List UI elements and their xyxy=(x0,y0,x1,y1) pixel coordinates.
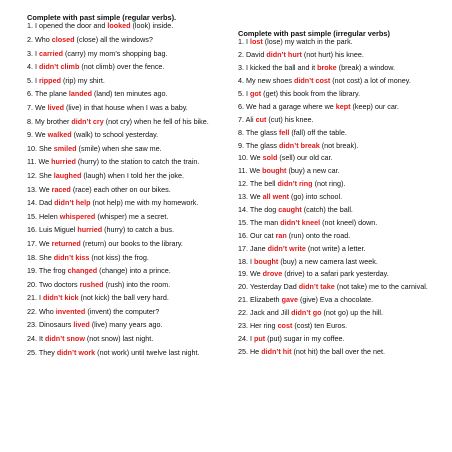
answer-text: carried xyxy=(39,48,63,58)
sentence-text: (not cost) a lot of money. xyxy=(330,76,411,86)
exercise-item xyxy=(238,167,433,176)
answer-text: lost xyxy=(250,37,263,47)
sentence-text: 16. Luis Miguel xyxy=(27,225,78,235)
exercise-item xyxy=(27,158,223,167)
exercise-item xyxy=(238,77,433,86)
sentence-text: 1. I xyxy=(238,37,250,47)
answer-text: drove xyxy=(262,269,283,279)
sentence-text: (live) many years ago. xyxy=(89,320,163,330)
sentence-text: 13. We xyxy=(238,192,263,202)
answer-text: landed xyxy=(68,89,92,99)
answer-text: lived xyxy=(73,320,90,330)
sentence-text: 23. Dinosaurs xyxy=(27,320,74,330)
sentence-text: (put) sugar in my coffee. xyxy=(265,333,345,343)
exercise-item xyxy=(238,193,433,202)
sentence-text: 9. The glass xyxy=(238,140,280,150)
sentence-text: (not kick) the ball very hard. xyxy=(78,293,169,303)
exercise-item xyxy=(27,294,223,303)
sentence-text: 21. Elizabeth xyxy=(238,295,282,305)
sentence-text: 23. Her ring xyxy=(238,321,278,330)
sentence-text: (hurry) to the station to catch the train. xyxy=(75,157,200,167)
sentence-text: 18. She xyxy=(27,252,54,262)
exercise-item xyxy=(238,270,433,279)
exercise-item xyxy=(238,206,433,215)
sentence-text: 15. The man xyxy=(238,217,281,227)
answer-text: whispered xyxy=(59,211,96,221)
exercise-item xyxy=(238,335,433,344)
sentence-text: 16. Our cat xyxy=(238,230,276,240)
exercise-item xyxy=(27,240,223,249)
sentence-text: (not kiss) the frog. xyxy=(89,252,149,262)
answer-text: hurried xyxy=(77,225,103,235)
answer-text: didn’t kiss xyxy=(53,252,90,262)
sentence-text: 25. They xyxy=(27,347,57,357)
sentence-text: (return) our books to the library. xyxy=(80,238,183,248)
sentence-text: (break) a window. xyxy=(336,63,396,73)
answer-text: closed xyxy=(51,35,75,44)
answer-text: sold xyxy=(262,153,278,163)
exercise-item xyxy=(27,199,223,208)
exercise-item xyxy=(238,309,433,318)
answer-text: cost xyxy=(277,321,293,330)
answer-text: laughed xyxy=(53,170,82,180)
sentence-text: (land) ten minutes ago. xyxy=(92,89,168,99)
answer-text: changed xyxy=(67,266,98,276)
answer-text: didn’t write xyxy=(267,243,306,253)
answer-text: didn’t take xyxy=(298,282,335,292)
exercise-list xyxy=(27,22,223,357)
answer-text: hurried xyxy=(51,157,76,167)
answer-text: didn’t help xyxy=(54,198,91,208)
sentence-text: (buy) a new car. xyxy=(286,166,340,176)
sentence-text: 12. She xyxy=(27,170,54,180)
sentence-text: 15. Helen xyxy=(27,211,60,221)
sentence-text: 2. David xyxy=(238,50,267,60)
sentence-text: (buy) a new camera last week. xyxy=(278,256,378,266)
sentence-text: 8. The glass xyxy=(238,127,280,137)
answer-text: didn’t climb xyxy=(39,62,80,72)
sentence-text: (go) into school. xyxy=(289,192,343,202)
exercise-item xyxy=(27,63,223,72)
sentence-text: (not cry) when he fell of his bike. xyxy=(103,116,209,126)
sentence-text: 4. My new shoes xyxy=(238,76,294,86)
answer-text: didn’t work xyxy=(56,347,96,357)
sentence-text: 20. Yesterday Dad xyxy=(238,282,299,292)
exercise-item xyxy=(27,213,223,222)
exercise-item xyxy=(27,145,223,154)
exercise-item xyxy=(27,77,223,86)
answer-text: lived xyxy=(47,102,65,112)
sentence-text: 19. The frog xyxy=(27,266,68,276)
sentence-text: 24. I xyxy=(238,333,254,343)
answer-text: invented xyxy=(55,306,86,316)
answer-text: didn’t break xyxy=(279,140,320,150)
answer-text: got xyxy=(250,88,262,98)
sentence-text: 25. He xyxy=(238,346,262,356)
exercise-item xyxy=(238,129,433,138)
exercise-item xyxy=(238,90,433,99)
sentence-text: 3. I kicked the ball and it xyxy=(238,63,318,73)
answer-text: didn’t hurt xyxy=(266,50,302,60)
exercise-item xyxy=(27,172,223,181)
exercise-item xyxy=(27,281,223,290)
sentence-text: 17. Jane xyxy=(238,243,268,253)
sentence-text: 22. Jack and Jill xyxy=(238,308,292,318)
exercise-item xyxy=(238,322,433,331)
exercise-item xyxy=(238,103,433,112)
sentence-text: 6. The plane xyxy=(27,89,69,99)
exercise-item xyxy=(27,254,223,263)
answer-text: put xyxy=(253,333,266,343)
answer-text: didn’t kick xyxy=(42,293,79,303)
answer-text: bought xyxy=(262,166,287,176)
exercise-item xyxy=(238,245,433,254)
sentence-text: (lose) my watch in the park. xyxy=(262,37,353,47)
sentence-text: (not hurt) his knee. xyxy=(301,50,364,60)
sentence-text: 10. She xyxy=(27,143,54,153)
sentence-text: 7. Ali xyxy=(238,114,256,124)
exercise-item xyxy=(238,232,433,241)
answer-text: ran xyxy=(275,230,287,240)
sentence-text: (keep) our car. xyxy=(350,101,399,111)
sentence-text: (hurry) to catch a bus. xyxy=(102,225,175,235)
answer-text: cut xyxy=(255,114,267,124)
sentence-text: 7. We xyxy=(27,102,48,112)
exercise-item xyxy=(238,180,433,189)
answer-text: didn’t hit xyxy=(261,346,292,356)
answer-text: caught xyxy=(278,204,302,214)
sentence-text: (smile) when she saw me. xyxy=(76,143,162,153)
sentence-text: (not write) a letter. xyxy=(305,243,366,253)
exercise-item xyxy=(238,142,433,151)
sentence-text: 12. The bell xyxy=(238,179,278,189)
sentence-text: 3. I xyxy=(27,48,39,58)
sentence-text: (give) Eva a chocolate. xyxy=(297,295,374,305)
section-heading: Complete with past simple (irregular verbs) xyxy=(238,29,390,38)
exercise-item xyxy=(238,258,433,267)
sentence-text: 1. I opened the door and xyxy=(27,21,108,31)
sentence-text: 2. Who xyxy=(27,35,52,44)
sentence-text: (not climb) over the fence. xyxy=(79,62,165,72)
sentence-text: (not ring). xyxy=(312,179,346,189)
answer-text: rushed xyxy=(79,279,104,289)
answer-text: fell xyxy=(279,127,290,137)
sentence-text: (change) into a prince. xyxy=(97,266,171,276)
sentence-text: 6. We had a garage where we xyxy=(238,101,336,111)
sentence-text: 14. Dad xyxy=(27,198,55,208)
exercise-list xyxy=(238,38,433,356)
exercise-item xyxy=(238,296,433,305)
sentence-text: 10. We xyxy=(238,153,263,163)
regular-verbs-section xyxy=(27,14,223,362)
exercise-item xyxy=(27,308,223,317)
sentence-text: (get) this book from the library. xyxy=(261,88,361,98)
sentence-text: (not snow) last night. xyxy=(84,334,154,344)
answer-text: walked xyxy=(47,130,72,140)
sentence-text: (whisper) me a secret. xyxy=(95,211,169,221)
exercise-item xyxy=(238,348,433,357)
exercise-item xyxy=(238,283,433,292)
sentence-text: (walk) to school yesterday. xyxy=(71,130,159,140)
sentence-text: (catch) the ball. xyxy=(301,204,353,214)
exercise-item xyxy=(238,154,433,163)
sentence-text: (not go) up the hill. xyxy=(321,308,384,318)
sentence-text: 19. We xyxy=(238,269,263,279)
answer-text: didn’t cost xyxy=(293,76,331,86)
exercise-item xyxy=(27,186,223,195)
sentence-text: 11. We xyxy=(27,157,52,167)
sentence-text: 5. I xyxy=(27,75,39,85)
sentence-text: (cut) his knee. xyxy=(266,114,314,124)
exercise-item xyxy=(238,116,433,125)
sentence-text: 21. I xyxy=(27,293,43,303)
exercise-item xyxy=(27,50,223,59)
sentence-text: 8. My brother xyxy=(27,116,72,126)
exercise-item xyxy=(27,36,223,45)
exercise-item xyxy=(27,321,223,330)
exercise-item xyxy=(27,90,223,99)
exercise-item xyxy=(27,349,223,358)
answer-text: gave xyxy=(281,295,298,305)
exercise-item xyxy=(27,267,223,276)
exercise-item xyxy=(238,64,433,73)
exercise-item xyxy=(238,219,433,228)
sentence-text: (not work) until twelve last night. xyxy=(95,347,200,357)
sentence-text: 11. We xyxy=(238,166,263,176)
answer-text: looked xyxy=(107,21,131,31)
exercise-item xyxy=(27,131,223,140)
sentence-text: 9. We xyxy=(27,130,48,140)
sentence-text: 4. I xyxy=(27,62,39,72)
answer-text: didn’t kneel xyxy=(280,217,321,227)
answer-text: smiled xyxy=(53,143,77,153)
sentence-text: (run) onto the road. xyxy=(286,230,351,240)
sentence-text: (race) each other on our bikes. xyxy=(70,184,171,194)
answer-text: returned xyxy=(51,238,81,248)
sentence-text: (not break). xyxy=(319,140,359,150)
answer-text: bought xyxy=(253,256,279,266)
sentence-text: 5. I xyxy=(238,88,250,98)
exercise-item xyxy=(238,51,433,60)
sentence-text: (cost) ten Euros. xyxy=(292,321,348,330)
sentence-text: 24. It xyxy=(27,334,45,344)
sentence-text: (drive) to a safari park yesterday. xyxy=(282,269,389,279)
sentence-text: (not help) me with my homework. xyxy=(90,198,199,208)
sentence-text: 22. Who xyxy=(27,306,56,316)
answer-text: raced xyxy=(51,184,71,194)
exercise-item xyxy=(238,38,433,47)
sentence-text: (sell) our old car. xyxy=(277,153,333,163)
answer-text: ripped xyxy=(39,75,61,85)
sentence-text: (not kneel) down. xyxy=(320,217,378,227)
irregular-verbs-section xyxy=(238,30,433,361)
sentence-text: (not hit) the ball over the net. xyxy=(291,346,386,356)
sentence-text: (rush) into the room. xyxy=(103,279,171,289)
sentence-text: 14. The dog xyxy=(238,204,279,214)
sentence-text: (live) in that house when I was a baby. xyxy=(64,102,188,112)
exercise-item xyxy=(27,104,223,113)
answer-text: all went xyxy=(262,192,290,202)
section-heading: Complete with past simple (regular verbs). xyxy=(27,13,177,22)
exercise-item xyxy=(27,226,223,235)
exercise-item xyxy=(27,335,223,344)
sentence-text: (not take) me to the carnival. xyxy=(334,282,428,292)
sentence-text: 17. We xyxy=(27,238,52,248)
sentence-text: (laugh) when I told her the joke. xyxy=(81,170,185,180)
sentence-text: (invent) the computer? xyxy=(85,306,160,316)
answer-text: didn’t cry xyxy=(71,116,104,126)
answer-text: kept xyxy=(335,101,351,111)
sentence-text: 18. I xyxy=(238,256,254,266)
sentence-text: (look) inside. xyxy=(130,21,174,31)
answer-text: didn’t ring xyxy=(277,179,313,189)
answer-text: didn’t go xyxy=(291,308,322,318)
sentence-text: 20. Two doctors xyxy=(27,279,80,289)
exercise-item xyxy=(27,118,223,127)
answer-text: broke xyxy=(317,63,337,73)
answer-text: didn’t snow xyxy=(44,334,85,344)
sentence-text: (close) all the windows? xyxy=(74,35,153,44)
sentence-text: 13. We xyxy=(27,184,52,194)
exercise-item xyxy=(27,22,223,31)
sentence-text: (rip) my shirt. xyxy=(60,75,105,85)
sentence-text: (fall) off the table. xyxy=(289,127,347,137)
sentence-text: (carry) my mom’s shopping bag. xyxy=(62,48,168,58)
